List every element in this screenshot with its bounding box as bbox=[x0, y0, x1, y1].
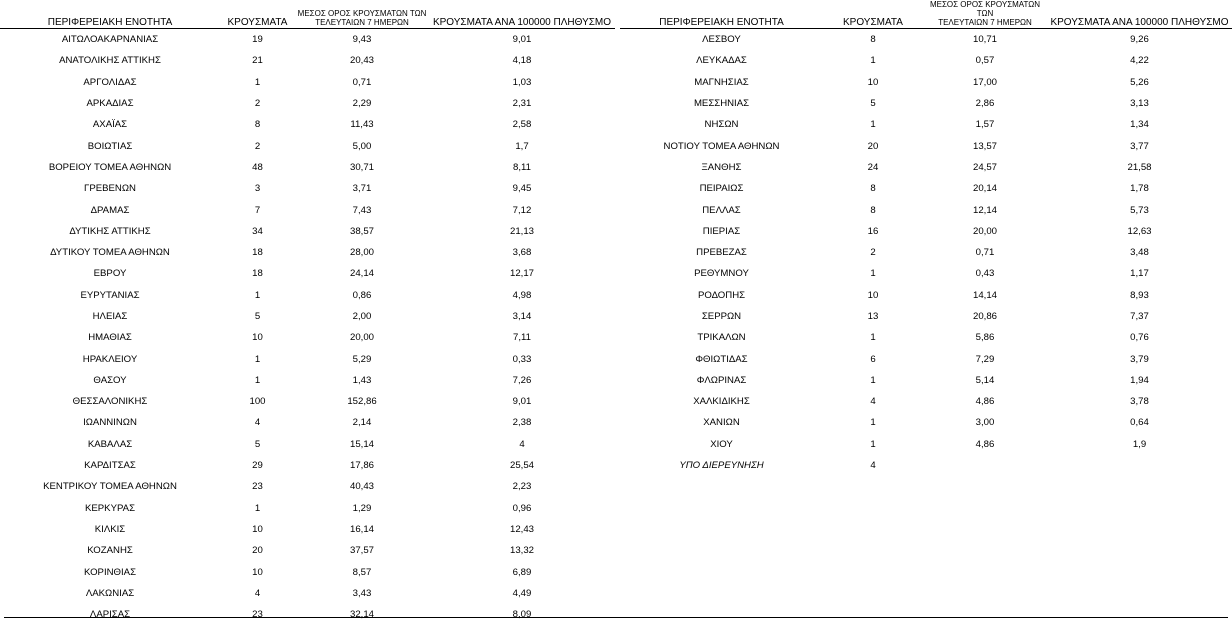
table-row bbox=[620, 157, 1232, 178]
cell-per100k: 4 bbox=[429, 434, 615, 455]
cell-per100k: 9,26 bbox=[1047, 29, 1232, 51]
cell-avg: 13,57 bbox=[923, 135, 1047, 156]
cell-region: ΘΕΣΣΑΛΟΝΙΚΗΣ bbox=[0, 391, 220, 412]
table-row bbox=[620, 327, 1232, 348]
table-row bbox=[620, 455, 1232, 476]
cell-avg: 5,14 bbox=[923, 370, 1047, 391]
cell-avg: 0,43 bbox=[923, 263, 1047, 284]
cell-cases: 10 bbox=[823, 285, 923, 306]
cell-avg: 16,14 bbox=[295, 519, 429, 540]
cell-cases: 1 bbox=[220, 285, 295, 306]
cell-cases: 1 bbox=[220, 348, 295, 369]
cell-per100k: 0,64 bbox=[1047, 412, 1232, 433]
cell-per100k: 13,32 bbox=[429, 540, 615, 561]
cell-avg: 0,71 bbox=[923, 242, 1047, 263]
cell-per100k: 1,9 bbox=[1047, 434, 1232, 455]
right-table-header bbox=[620, 0, 1232, 29]
cell-cases: 1 bbox=[220, 498, 295, 519]
cell-avg: 20,86 bbox=[923, 306, 1047, 327]
table-row bbox=[620, 72, 1232, 93]
cell-region: ΛΕΥΚΑΔΑΣ bbox=[620, 50, 823, 71]
cell-cases: 2 bbox=[220, 93, 295, 114]
cell-region: ΚΙΛΚΙΣ bbox=[0, 519, 220, 540]
cell-per100k: 12,63 bbox=[1047, 221, 1232, 242]
cell-region: ΞΑΝΘΗΣ bbox=[620, 157, 823, 178]
cell-avg: 0,57 bbox=[923, 50, 1047, 71]
cell-per100k: 3,14 bbox=[429, 306, 615, 327]
cell-per100k: 5,73 bbox=[1047, 199, 1232, 220]
cell-region: ΜΕΣΣΗΝΙΑΣ bbox=[620, 93, 823, 114]
table-row bbox=[620, 50, 1232, 71]
cell-cases: 20 bbox=[823, 135, 923, 156]
cell-avg: 5,86 bbox=[923, 327, 1047, 348]
cell-cases: 13 bbox=[823, 306, 923, 327]
cell-avg: 11,43 bbox=[295, 114, 429, 135]
cell-per100k: 7,11 bbox=[429, 327, 615, 348]
cell-cases: 4 bbox=[823, 391, 923, 412]
cell-avg bbox=[923, 455, 1047, 476]
header-avg-line2: ΤΕΛΕΥΤΑΙΩΝ 7 ΗΜΕΡΩΝ bbox=[315, 18, 409, 27]
cell-per100k: 8,09 bbox=[429, 604, 615, 625]
cell-region: ΝΗΣΩΝ bbox=[620, 114, 823, 135]
header-region: ΠΕΡΙΦΕΡΕΙΑΚΗ ΕΝΟΤΗΤΑ bbox=[620, 0, 823, 29]
cell-avg: 30,71 bbox=[295, 157, 429, 178]
cell-region: ΠΙΕΡΙΑΣ bbox=[620, 221, 823, 242]
cell-region: ΚΟΖΑΝΗΣ bbox=[0, 540, 220, 561]
cell-per100k: 1,17 bbox=[1047, 263, 1232, 284]
cell-per100k: 9,45 bbox=[429, 178, 615, 199]
cell-per100k: 2,31 bbox=[429, 93, 615, 114]
cell-cases: 23 bbox=[220, 604, 295, 625]
table-row bbox=[620, 93, 1232, 114]
cell-region: ΜΑΓΝΗΣΙΑΣ bbox=[620, 72, 823, 93]
cell-region: ΚΕΝΤΡΙΚΟΥ ΤΟΜΕΑ ΑΘΗΝΩΝ bbox=[0, 476, 220, 497]
right-table bbox=[620, 0, 1232, 476]
cell-per100k bbox=[1047, 455, 1232, 476]
cell-avg: 3,71 bbox=[295, 178, 429, 199]
cell-per100k: 2,23 bbox=[429, 476, 615, 497]
cell-region: ΧΙΟΥ bbox=[620, 434, 823, 455]
cell-region: ΛΑΚΩΝΙΑΣ bbox=[0, 583, 220, 604]
cell-per100k: 25,54 bbox=[429, 455, 615, 476]
cell-per100k: 4,22 bbox=[1047, 50, 1232, 71]
cell-region: ΗΡΑΚΛΕΙΟΥ bbox=[0, 348, 220, 369]
table-row bbox=[620, 242, 1232, 263]
cell-avg: 20,00 bbox=[295, 327, 429, 348]
table-row bbox=[0, 263, 615, 284]
cell-avg: 1,29 bbox=[295, 498, 429, 519]
table-row bbox=[0, 199, 615, 220]
table-row bbox=[620, 135, 1232, 156]
cell-avg: 20,00 bbox=[923, 221, 1047, 242]
table-row bbox=[0, 561, 615, 582]
cell-per100k: 7,37 bbox=[1047, 306, 1232, 327]
table-row bbox=[620, 434, 1232, 455]
cell-region: ΙΩΑΝΝΙΝΩΝ bbox=[0, 412, 220, 433]
cell-cases: 18 bbox=[220, 242, 295, 263]
cell-region: ΑΙΤΩΛΟΑΚΑΡΝΑΝΙΑΣ bbox=[0, 29, 220, 51]
cell-region: ΔΥΤΙΚΟΥ ΤΟΜΕΑ ΑΘΗΝΩΝ bbox=[0, 242, 220, 263]
cell-region: ΠΕΛΛΑΣ bbox=[620, 199, 823, 220]
cell-per100k: 2,58 bbox=[429, 114, 615, 135]
cell-per100k: 3,68 bbox=[429, 242, 615, 263]
cell-per100k: 7,12 bbox=[429, 199, 615, 220]
table-row bbox=[620, 221, 1232, 242]
cell-cases: 16 bbox=[823, 221, 923, 242]
cell-cases: 4 bbox=[220, 583, 295, 604]
cell-avg: 7,43 bbox=[295, 199, 429, 220]
table-row bbox=[620, 29, 1232, 51]
table-row bbox=[0, 178, 615, 199]
table-row bbox=[0, 583, 615, 604]
cell-avg: 2,86 bbox=[923, 93, 1047, 114]
header-avg-line2: ΤΕΛΕΥΤΑΙΩΝ 7 ΗΜΕΡΩΝ bbox=[938, 18, 1032, 27]
cell-per100k: 0,76 bbox=[1047, 327, 1232, 348]
cell-per100k: 8,11 bbox=[429, 157, 615, 178]
cell-cases: 1 bbox=[823, 412, 923, 433]
table-row bbox=[620, 114, 1232, 135]
cell-cases: 24 bbox=[823, 157, 923, 178]
table-row bbox=[0, 498, 615, 519]
cell-cases: 4 bbox=[220, 412, 295, 433]
right-table-body bbox=[620, 29, 1232, 477]
cell-cases: 21 bbox=[220, 50, 295, 71]
header-per100k: ΚΡΟΥΣΜΑΤΑ ΑΝΑ 100000 ΠΛΗΘΥΣΜΟ bbox=[429, 0, 615, 29]
cell-region: ΘΑΣΟΥ bbox=[0, 370, 220, 391]
cell-avg: 24,57 bbox=[923, 157, 1047, 178]
cell-region: ΒΟΡΕΙΟΥ ΤΟΜΕΑ ΑΘΗΝΩΝ bbox=[0, 157, 220, 178]
cell-region: ΛΕΣΒΟΥ bbox=[620, 29, 823, 51]
cell-cases: 6 bbox=[823, 348, 923, 369]
cell-per100k: 4,18 bbox=[429, 50, 615, 71]
cell-per100k: 2,38 bbox=[429, 412, 615, 433]
cell-region: ΡΕΘΥΜΝΟΥ bbox=[620, 263, 823, 284]
cell-per100k: 1,7 bbox=[429, 135, 615, 156]
table-row bbox=[0, 157, 615, 178]
cell-per100k: 1,94 bbox=[1047, 370, 1232, 391]
table-row bbox=[0, 221, 615, 242]
cell-cases: 8 bbox=[823, 29, 923, 51]
cell-region: ΧΑΛΚΙΔΙΚΗΣ bbox=[620, 391, 823, 412]
table-row bbox=[0, 114, 615, 135]
table-row bbox=[0, 72, 615, 93]
cell-region: ΦΘΙΩΤΙΔΑΣ bbox=[620, 348, 823, 369]
table-row bbox=[0, 29, 615, 51]
cell-region: ΓΡΕΒΕΝΩΝ bbox=[0, 178, 220, 199]
cell-per100k: 1,34 bbox=[1047, 114, 1232, 135]
cell-avg: 17,86 bbox=[295, 455, 429, 476]
cell-avg: 24,14 bbox=[295, 263, 429, 284]
cell-per100k: 12,43 bbox=[429, 519, 615, 540]
cell-avg: 5,29 bbox=[295, 348, 429, 369]
cell-avg: 3,43 bbox=[295, 583, 429, 604]
cell-per100k: 1,03 bbox=[429, 72, 615, 93]
cell-cases: 1 bbox=[220, 370, 295, 391]
table-row bbox=[0, 391, 615, 412]
header-avg-line1: ΜΕΣΟΣ ΟΡΟΣ ΚΡΟΥΣΜΑΤΩΝ ΤΩΝ bbox=[930, 0, 1040, 18]
cell-avg: 38,57 bbox=[295, 221, 429, 242]
cell-cases: 48 bbox=[220, 157, 295, 178]
table-row bbox=[0, 306, 615, 327]
cell-avg: 2,14 bbox=[295, 412, 429, 433]
table-row bbox=[0, 370, 615, 391]
cell-region: ΤΡΙΚΑΛΩΝ bbox=[620, 327, 823, 348]
cell-avg: 32,14 bbox=[295, 604, 429, 625]
table-row bbox=[0, 50, 615, 71]
cell-avg: 5,00 bbox=[295, 135, 429, 156]
header-region: ΠΕΡΙΦΕΡΕΙΑΚΗ ΕΝΟΤΗΤΑ bbox=[0, 0, 220, 29]
cell-cases: 18 bbox=[220, 263, 295, 284]
cell-per100k: 6,89 bbox=[429, 561, 615, 582]
table-row bbox=[620, 285, 1232, 306]
cell-per100k: 3,79 bbox=[1047, 348, 1232, 369]
cell-avg: 4,86 bbox=[923, 434, 1047, 455]
cell-per100k: 21,58 bbox=[1047, 157, 1232, 178]
cell-avg: 20,43 bbox=[295, 50, 429, 71]
cell-per100k: 7,26 bbox=[429, 370, 615, 391]
cell-cases: 5 bbox=[823, 93, 923, 114]
cell-cases: 19 bbox=[220, 29, 295, 51]
cell-avg: 4,86 bbox=[923, 391, 1047, 412]
cell-cases: 10 bbox=[220, 327, 295, 348]
cell-avg: 37,57 bbox=[295, 540, 429, 561]
table-row bbox=[0, 348, 615, 369]
cell-per100k: 0,96 bbox=[429, 498, 615, 519]
cell-cases: 1 bbox=[823, 327, 923, 348]
cell-cases: 100 bbox=[220, 391, 295, 412]
left-table bbox=[0, 0, 615, 625]
cell-cases: 5 bbox=[220, 434, 295, 455]
cell-avg: 1,57 bbox=[923, 114, 1047, 135]
cell-region: ΔΥΤΙΚΗΣ ΑΤΤΙΚΗΣ bbox=[0, 221, 220, 242]
cell-region: ΑΝΑΤΟΛΙΚΗΣ ΑΤΤΙΚΗΣ bbox=[0, 50, 220, 71]
cell-region: ΔΡΑΜΑΣ bbox=[0, 199, 220, 220]
table-row bbox=[0, 476, 615, 497]
cell-avg: 2,00 bbox=[295, 306, 429, 327]
cell-avg: 2,29 bbox=[295, 93, 429, 114]
cell-region: ΑΧΑΪΑΣ bbox=[0, 114, 220, 135]
table-row bbox=[620, 306, 1232, 327]
cell-avg: 20,14 bbox=[923, 178, 1047, 199]
cell-region: ΥΠΟ ΔΙΕΡΕΥΝΗΣΗ bbox=[620, 455, 823, 476]
table-row bbox=[0, 455, 615, 476]
cell-cases: 1 bbox=[220, 72, 295, 93]
cell-per100k: 3,13 bbox=[1047, 93, 1232, 114]
left-table-header bbox=[0, 0, 615, 29]
cell-per100k: 4,49 bbox=[429, 583, 615, 604]
bottom-divider bbox=[4, 617, 1228, 618]
cell-cases: 23 bbox=[220, 476, 295, 497]
cell-per100k: 12,17 bbox=[429, 263, 615, 284]
cell-per100k: 9,01 bbox=[429, 29, 615, 51]
table-row bbox=[0, 285, 615, 306]
cell-per100k: 1,78 bbox=[1047, 178, 1232, 199]
cell-region: ΕΥΡΥΤΑΝΙΑΣ bbox=[0, 285, 220, 306]
cell-cases: 20 bbox=[220, 540, 295, 561]
table-row bbox=[0, 242, 615, 263]
cell-cases: 5 bbox=[220, 306, 295, 327]
table-row bbox=[0, 93, 615, 114]
cell-cases: 8 bbox=[823, 178, 923, 199]
cell-per100k: 21,13 bbox=[429, 221, 615, 242]
cell-avg: 15,14 bbox=[295, 434, 429, 455]
cell-cases: 10 bbox=[823, 72, 923, 93]
cell-region: ΦΛΩΡΙΝΑΣ bbox=[620, 370, 823, 391]
cell-region: ΠΕΙΡΑΙΩΣ bbox=[620, 178, 823, 199]
table-row bbox=[620, 199, 1232, 220]
cell-cases: 29 bbox=[220, 455, 295, 476]
cell-region: ΚΕΡΚΥΡΑΣ bbox=[0, 498, 220, 519]
cell-per100k: 3,77 bbox=[1047, 135, 1232, 156]
table-row bbox=[620, 370, 1232, 391]
cell-region: ΕΒΡΟΥ bbox=[0, 263, 220, 284]
cell-cases: 8 bbox=[823, 199, 923, 220]
cell-cases: 10 bbox=[220, 519, 295, 540]
table-row bbox=[620, 391, 1232, 412]
header-cases: ΚΡΟΥΣΜΑΤΑ bbox=[823, 0, 923, 29]
table-row bbox=[0, 604, 615, 625]
cell-avg: 9,43 bbox=[295, 29, 429, 51]
cell-cases: 7 bbox=[220, 199, 295, 220]
cell-cases: 10 bbox=[220, 561, 295, 582]
cell-region: ΗΛΕΙΑΣ bbox=[0, 306, 220, 327]
cell-per100k: 9,01 bbox=[429, 391, 615, 412]
cell-avg: 0,86 bbox=[295, 285, 429, 306]
cell-per100k: 0,33 bbox=[429, 348, 615, 369]
table-row bbox=[620, 178, 1232, 199]
cell-avg: 28,00 bbox=[295, 242, 429, 263]
cell-avg: 1,43 bbox=[295, 370, 429, 391]
cell-per100k: 5,26 bbox=[1047, 72, 1232, 93]
cell-region: ΠΡΕΒΕΖΑΣ bbox=[620, 242, 823, 263]
cell-cases: 1 bbox=[823, 50, 923, 71]
cell-region: ΑΡΓΟΛΙΔΑΣ bbox=[0, 72, 220, 93]
cell-region: ΑΡΚΑΔΙΑΣ bbox=[0, 93, 220, 114]
cell-per100k: 3,48 bbox=[1047, 242, 1232, 263]
header-avg-line1: ΜΕΣΟΣ ΟΡΟΣ ΚΡΟΥΣΜΑΤΩΝ ΤΩΝ bbox=[298, 9, 427, 18]
cell-cases: 4 bbox=[823, 455, 923, 476]
cell-cases: 1 bbox=[823, 263, 923, 284]
left-table-body bbox=[0, 29, 615, 625]
cell-cases: 1 bbox=[823, 434, 923, 455]
cell-region: ΡΟΔΟΠΗΣ bbox=[620, 285, 823, 306]
cell-per100k: 8,93 bbox=[1047, 285, 1232, 306]
cell-avg: 8,57 bbox=[295, 561, 429, 582]
cell-region: ΝΟΤΙΟΥ ΤΟΜΕΑ ΑΘΗΝΩΝ bbox=[620, 135, 823, 156]
cell-region: ΛΑΡΙΣΑΣ bbox=[0, 604, 220, 625]
cell-region: ΗΜΑΘΙΑΣ bbox=[0, 327, 220, 348]
cell-avg: 7,29 bbox=[923, 348, 1047, 369]
cell-region: ΧΑΝΙΩΝ bbox=[620, 412, 823, 433]
table-row bbox=[620, 348, 1232, 369]
cell-cases: 1 bbox=[823, 114, 923, 135]
cell-avg: 3,00 bbox=[923, 412, 1047, 433]
cell-avg: 0,71 bbox=[295, 72, 429, 93]
table-row bbox=[0, 412, 615, 433]
cell-region: ΚΑΡΔΙΤΣΑΣ bbox=[0, 455, 220, 476]
cell-avg: 152,86 bbox=[295, 391, 429, 412]
table-row bbox=[0, 519, 615, 540]
cell-cases: 3 bbox=[220, 178, 295, 199]
table-row bbox=[620, 263, 1232, 284]
cell-per100k: 3,78 bbox=[1047, 391, 1232, 412]
header-avg bbox=[295, 0, 429, 29]
cell-region: ΚΑΒΑΛΑΣ bbox=[0, 434, 220, 455]
table-row bbox=[620, 412, 1232, 433]
cell-region: ΣΕΡΡΩΝ bbox=[620, 306, 823, 327]
cell-cases: 2 bbox=[220, 135, 295, 156]
table-row bbox=[0, 327, 615, 348]
cell-avg: 12,14 bbox=[923, 199, 1047, 220]
cell-cases: 34 bbox=[220, 221, 295, 242]
cell-avg: 10,71 bbox=[923, 29, 1047, 51]
header-cases: ΚΡΟΥΣΜΑΤΑ bbox=[220, 0, 295, 29]
cell-per100k: 4,98 bbox=[429, 285, 615, 306]
table-row bbox=[0, 540, 615, 561]
cell-cases: 8 bbox=[220, 114, 295, 135]
cell-avg: 40,43 bbox=[295, 476, 429, 497]
header-per100k: ΚΡΟΥΣΜΑΤΑ ΑΝΑ 100000 ΠΛΗΘΥΣΜΟ bbox=[1047, 0, 1232, 29]
header-avg bbox=[923, 0, 1047, 29]
table-row bbox=[0, 135, 615, 156]
cell-cases: 1 bbox=[823, 370, 923, 391]
cell-cases: 2 bbox=[823, 242, 923, 263]
table-row bbox=[0, 434, 615, 455]
cell-region: ΒΟΙΩΤΙΑΣ bbox=[0, 135, 220, 156]
cell-avg: 17,00 bbox=[923, 72, 1047, 93]
cell-region: ΚΟΡΙΝΘΙΑΣ bbox=[0, 561, 220, 582]
cell-avg: 14,14 bbox=[923, 285, 1047, 306]
